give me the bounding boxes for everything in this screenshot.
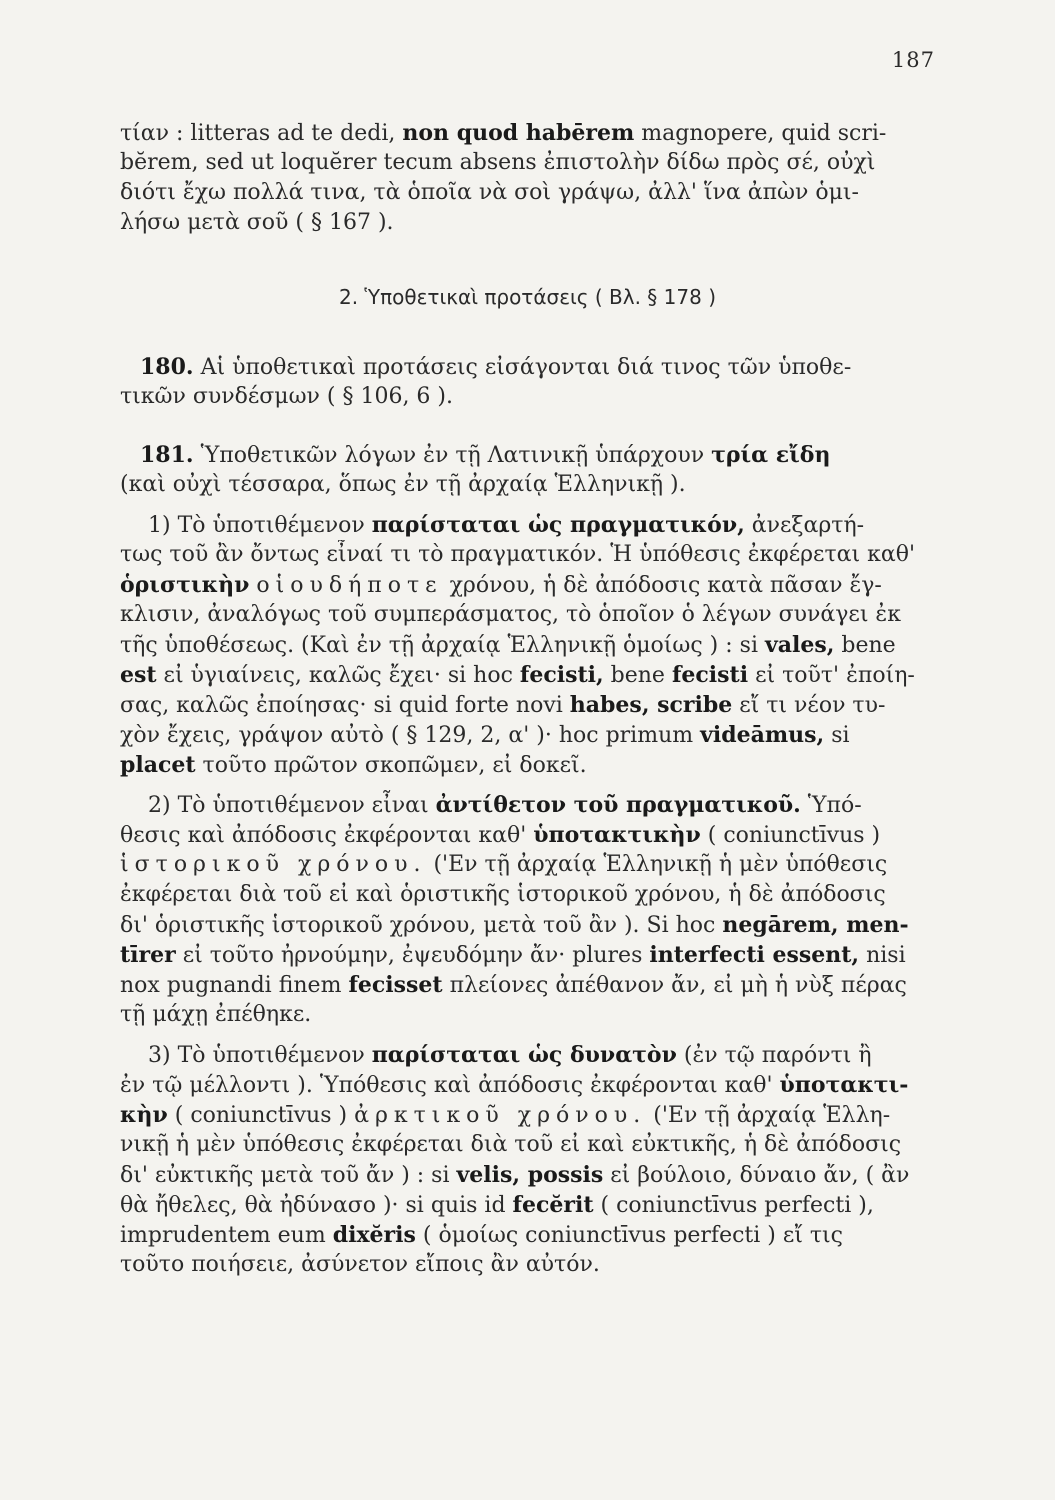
text-line (148, 1040, 960, 1071)
text-line (120, 540, 960, 570)
text-line (120, 208, 960, 238)
text-segment: ἀνεξαρτή- (744, 513, 865, 538)
text-segment: nisi (859, 943, 906, 968)
text-segment: 181. (140, 442, 194, 468)
text-segment: fecisti (671, 662, 749, 688)
text-line (120, 690, 960, 721)
text-segment: Ὑπό- (800, 793, 862, 818)
text-segment: τῇ μάχῃ ἐπέθηκε. (120, 1002, 312, 1027)
text-segment: ( coniunctīvus ) (700, 823, 881, 848)
text-segment: bene (603, 663, 672, 688)
text-line (120, 940, 960, 971)
page-number: 187 (891, 48, 935, 72)
text-segment: τοῦτο ποιήσειε, ἀσύνετον εἴποις ἂν αὐτόν. (120, 1252, 600, 1277)
text-segment: ( coniunctīvus ) (167, 1103, 355, 1128)
text-segment: ὑποτακτι- (779, 1072, 909, 1098)
text-segment: (ἐν τῷ παρόντι ἢ (676, 1043, 872, 1068)
text-segment: negārem, men- (722, 912, 909, 938)
text-segment: 1) Τὸ ὑποτιθέμενον (148, 513, 372, 538)
text-line (120, 470, 960, 500)
text-line (120, 570, 960, 601)
text-line (120, 118, 960, 149)
text-segment: tīrer (120, 942, 176, 968)
text-line (120, 148, 960, 178)
text-segment: διότι ἔχω πολλά τινα, τὰ ὁποῖα νὰ σοὶ γράψω, ἀλλ' ἵνα ἀπὼν ὁμι- (120, 180, 859, 205)
text-segment: θεσις καὶ ἀπόδοσις ἐκφέρονται καθ' (120, 823, 534, 848)
text-segment: εἰ ὑγιαίνεις, καλῶς ἔχει· si hoc (156, 663, 520, 688)
text-segment: velis, possis (456, 1162, 604, 1188)
text-segment: ἀντίθετον τοῦ πραγματικοῦ. (435, 792, 801, 818)
text-segment: fecisset (348, 972, 443, 998)
text-segment: ('Εν τῇ ἀρχαίᾳ Ἑλληνικῇ ἡ μὲν ὑπόθεσις (426, 852, 888, 877)
text-line (140, 352, 960, 383)
text-segment: ὑποτακτικὴν (533, 822, 701, 848)
section-heading: 2. Ὑποθετικαὶ προτάσεις ( Βλ. § 178 ) (338, 285, 716, 309)
text-segment: ἱστορικοῦ χρόνου. (120, 852, 427, 877)
text-segment: λήσω μετὰ σοῦ ( § 167 ). (120, 210, 394, 235)
text-segment: τοῦτο πρῶτον σκοπῶμεν, εἰ δοκεῖ. (195, 753, 587, 778)
text-line (120, 850, 960, 880)
text-segment: νικῇ ἡ μὲν ὑπόθεσις ἐκφέρεται διὰ τοῦ εἰ καὶ εὐκτικῆς, ἡ δὲ ἀπόδοσις (120, 1132, 902, 1157)
text-segment: videāmus, (700, 722, 825, 748)
text-segment: πλείονες ἀπέθανον ἄν, εἰ μὴ ἡ νὺξ πέρας (442, 973, 907, 998)
text-line (120, 820, 960, 851)
text-segment: 3) Τὸ ὑποτιθέμενον (148, 1043, 372, 1068)
text-segment: interfecti essent, (649, 942, 860, 968)
text-segment: si (824, 723, 850, 748)
text-segment: χρόνου, ἡ δὲ ἀπόδοσις κατὰ πᾶσαν ἔγ- (442, 573, 882, 598)
text-segment: τως τοῦ ἂν ὄντως εἶναί τι τὸ πραγματικόν. Ἡ ὑπόθεσις ἐκφέρεται καθ' (120, 542, 915, 567)
text-segment: ( ὁμοίως coniunctīvus perfecti ) εἴ τις (415, 1223, 843, 1248)
text-line (120, 1250, 960, 1280)
text-segment: 2) Τὸ ὑποτιθέμενον εἶναι (148, 793, 436, 818)
text-segment: (καὶ οὐχὶ τέσσαρα, ὅπως ἐν τῇ ἀρχαίᾳ Ἑλληνικῇ ). (120, 472, 686, 497)
text-segment: non quod habērem (402, 120, 635, 146)
text-line (120, 1190, 960, 1221)
text-line (120, 1100, 960, 1131)
text-line (120, 880, 960, 910)
text-line (120, 660, 960, 691)
text-segment: 180. (140, 354, 194, 380)
text-segment: οἱουδήποτε (256, 573, 443, 598)
text-segment: fecĕrit (512, 1192, 594, 1218)
text-line (120, 910, 960, 941)
text-segment: παρίσταται ὡς δυνατὸν (371, 1042, 677, 1068)
text-segment: habes, scribe (569, 692, 733, 718)
text-segment: εἰ τοῦτ' ἐποίη- (748, 663, 915, 688)
text-segment: χὸν ἔχεις, γράψον αὐτὸ ( § 129, 2, α' )· hoc primum (120, 723, 701, 748)
text-line (120, 1160, 960, 1191)
text-line (120, 600, 960, 630)
text-line (120, 720, 960, 751)
text-segment: magnopere, quid scri- (634, 121, 887, 146)
text-segment: ἀρκτικοῦ χρόνου. (354, 1103, 647, 1128)
text-segment: placet (120, 752, 196, 778)
text-segment: nox pugnandi finem (120, 973, 349, 998)
text-line (140, 440, 960, 471)
text-segment: τίαν : litteras ad te dedi, (120, 121, 403, 146)
text-segment: εἴ τι νέον τυ- (732, 693, 886, 718)
text-segment: παρίσταται ὡς πραγματικόν, (371, 512, 745, 538)
text-segment: imprudentem eum (120, 1223, 333, 1248)
text-segment: bĕrem, sed ut loquĕrer tecum absens ἐπιστολὴν δίδω πρὸς σέ, οὐχὶ (120, 150, 876, 175)
text-segment: Αἱ ὑποθετικαὶ προτάσεις εἰσάγονται διά τινος τῶν ὑποθε- (193, 355, 852, 380)
text-segment: δι' εὐκτικῆς μετὰ τοῦ ἄν ) : si (120, 1163, 457, 1188)
text-line (120, 970, 960, 1001)
text-segment: est (120, 662, 157, 688)
text-segment: ὁριστικὴν (120, 572, 250, 598)
text-segment: τικῶν συνδέσμων ( § 106, 6 ). (120, 384, 453, 409)
text-segment: ('Εν τῇ ἀρχαίᾳ Ἑλλη- (646, 1103, 891, 1128)
text-segment: σας, καλῶς ἐποίησας· si quid forte novi (120, 693, 570, 718)
text-line (120, 1000, 960, 1030)
text-segment: bene (834, 633, 896, 658)
text-segment: ( coniunctīvus perfecti ), (593, 1193, 874, 1218)
text-segment: ἐκφέρεται διὰ τοῦ εἰ καὶ ὁριστικῆς ἱστορικοῦ χρόνου, ἡ δὲ ἀπόδοσις (120, 882, 886, 907)
text-line (120, 178, 960, 208)
text-segment: vales, (764, 632, 835, 658)
text-line (120, 1070, 960, 1101)
text-segment: dixĕris (332, 1222, 416, 1248)
text-line (120, 382, 960, 412)
text-segment: εἰ βούλοιο, δύναιο ἄν, ( ἂν (603, 1163, 910, 1188)
text-line (120, 630, 960, 661)
text-line (148, 790, 960, 821)
text-segment: δι' ὁριστικῆς ἱστορικοῦ χρόνου, μετὰ τοῦ ἂν ). Si hoc (120, 913, 723, 938)
text-line (120, 1220, 960, 1251)
text-segment: fecisti, (519, 662, 604, 688)
text-segment: Ὑποθετικῶν λόγων ἐν τῇ Λατινικῇ ὑπάρχουν (193, 443, 712, 468)
text-segment: κὴν (120, 1102, 168, 1128)
text-segment: τρία εἴδη (711, 442, 831, 468)
text-segment: θὰ ἤθελες, θὰ ἠδύνασο )· si quis id (120, 1193, 513, 1218)
text-line (120, 1130, 960, 1160)
text-segment: κλισιν, ἀναλόγως τοῦ συμπεράσματος, τὸ ὁποῖον ὁ λέγων συνάγει ἐκ (120, 602, 901, 627)
text-line (120, 750, 960, 781)
text-segment: εἰ τοῦτο ἠρνούμην, ἐψευδόμην ἄν· plures (175, 943, 650, 968)
text-segment: ἐν τῷ μέλλοντι ). Ὑπόθεσις καὶ ἀπόδοσις ἐκφέρονται καθ' (120, 1073, 780, 1098)
text-segment: τῆς ὑποθέσεως. (Καὶ ἐν τῇ ἀρχαίᾳ Ἑλληνικῇ ὁμοίως ) : si (120, 633, 765, 658)
text-line (148, 510, 960, 541)
